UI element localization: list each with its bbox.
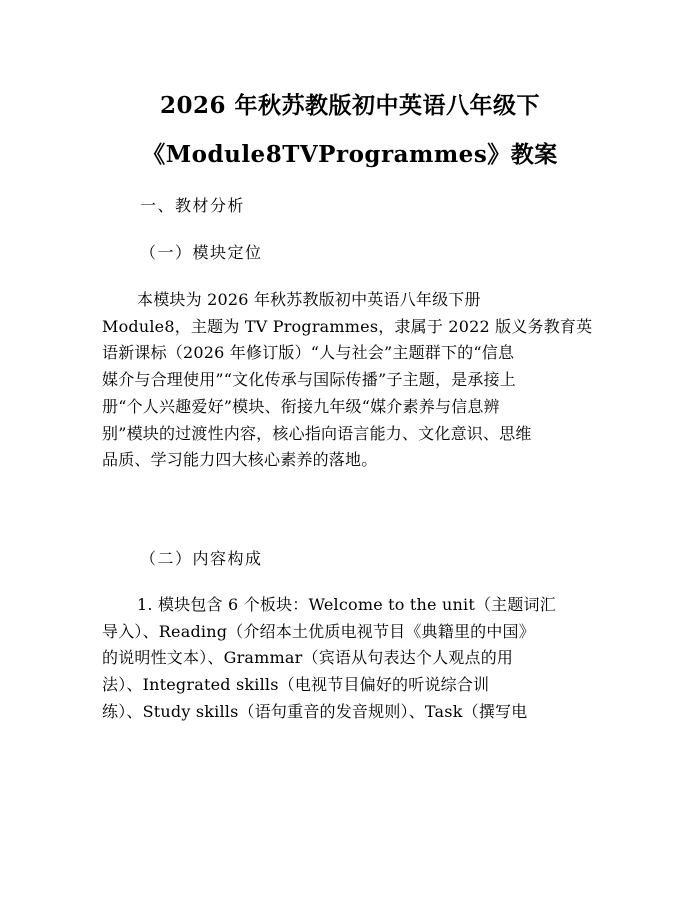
paragraph-line: 法）、Integrated skills（电视节目偏好的听说综合训	[102, 675, 490, 695]
document-title-line-1: 2026 年秋苏教版初中英语八年级下	[159, 92, 541, 119]
paragraph-line: 练）、Study skills（语句重音的发音规则）、Task（撰写电	[102, 701, 528, 721]
paragraph-line: 别”模块的过渡性内容，核心指向语言能力、文化意识、思维	[102, 423, 532, 443]
document-title-line-2: 《Module8TVProgrammes》教案	[142, 141, 558, 168]
paragraph-line: 1. 模块包含 6 个板块：Welcome to the unit（主题词汇	[137, 595, 556, 614]
paragraph-line: 语新课标（2026 年修订版）“人与社会”主题群下的“信息	[102, 343, 515, 363]
paragraph-content-structure	[102, 592, 602, 726]
paragraph-module-positioning	[102, 287, 602, 474]
paragraph-line: 品质、学习能力四大核心素养的落地。	[102, 450, 378, 470]
section-heading-textbook-analysis: 一、教材分析	[140, 196, 246, 215]
paragraph-line: 册“个人兴趣爱好”模块、衔接九年级“媒介素养与信息辨	[102, 396, 500, 416]
subsection-heading-content-structure: （二）内容构成	[140, 549, 263, 568]
paragraph-line: 本模块为 2026 年秋苏教版初中英语八年级下册	[137, 290, 481, 309]
paragraph-line: 导入）、Reading（介绍本土优质电视节目《典籍里的中国》	[102, 621, 535, 641]
paragraph-line: 的说明性文本）、Grammar（宾语从句表达个人观点的用	[102, 648, 514, 668]
paragraph-line: 媒介与合理使用”“文化传承与国际传播”子主题，是承接上	[102, 370, 516, 390]
paragraph-line: Module8，主题为 TV Programmes，隶属于 2022 版义务教育英	[102, 316, 593, 336]
subsection-heading-module-positioning: （一）模块定位	[140, 243, 263, 262]
